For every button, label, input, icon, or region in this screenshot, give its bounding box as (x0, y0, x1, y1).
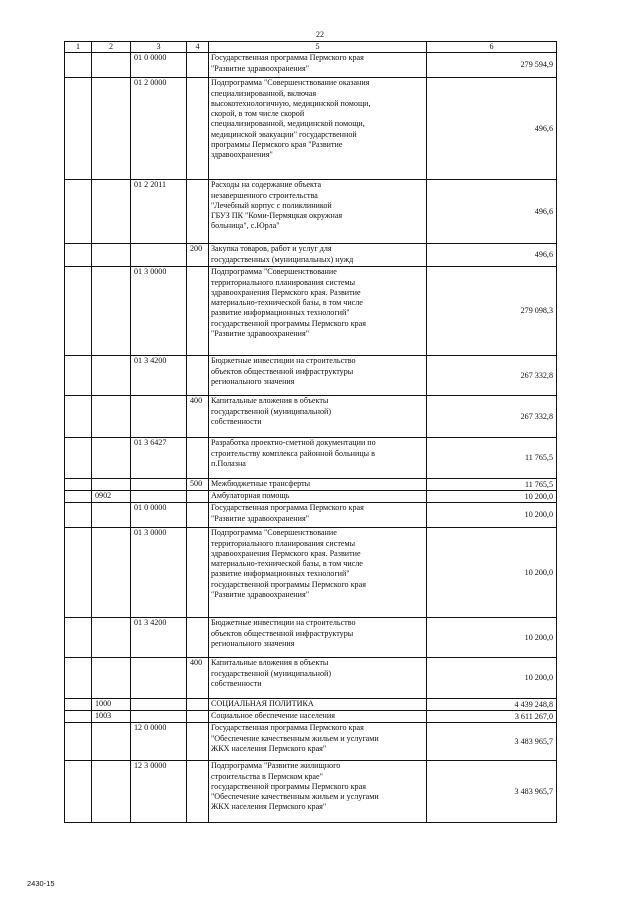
row-target-code: 01 3 6427 (131, 438, 187, 479)
table-row (65, 699, 557, 711)
row-section-code (92, 528, 131, 618)
row-description: Бюджетные инвестиции на строительство объектов общественной инфраструктуры регионального значения (209, 618, 427, 658)
row-col-1 (65, 723, 92, 761)
row-amount: 3 483 965,7 (427, 723, 557, 761)
row-description: Разработка проектно-сметной документации по строительству комплекса районной больницы в п.Полазна (209, 438, 427, 479)
header-col-2: 2 (92, 42, 131, 53)
table-row (65, 78, 557, 180)
row-target-code: 01 3 4200 (131, 618, 187, 658)
row-expense-type (187, 723, 209, 761)
row-target-code (131, 699, 187, 711)
row-col-1 (65, 479, 92, 491)
row-amount: 267 332,8 (427, 356, 557, 396)
table-body (65, 42, 557, 823)
row-expense-type (187, 711, 209, 723)
row-section-code (92, 356, 131, 396)
row-target-code: 01 2 2011 (131, 180, 187, 244)
row-expense-type (187, 53, 209, 78)
row-col-1 (65, 503, 92, 528)
document-code: 2430-15 (27, 879, 55, 888)
row-col-1 (65, 267, 92, 356)
row-amount: 10 200,0 (427, 528, 557, 618)
row-section-code (92, 180, 131, 244)
row-amount: 496,6 (427, 180, 557, 244)
row-col-1 (65, 244, 92, 267)
row-amount: 496,6 (427, 78, 557, 180)
row-section-code (92, 658, 131, 699)
table-row (65, 503, 557, 528)
row-amount: 3 611 267,0 (427, 711, 557, 723)
row-description: Межбюджетные трансферты (209, 479, 427, 491)
row-expense-type: 500 (187, 479, 209, 491)
table-row (65, 438, 557, 479)
row-amount: 10 200,0 (427, 491, 557, 503)
row-expense-type (187, 180, 209, 244)
row-col-1 (65, 699, 92, 711)
row-target-code: 01 0 0000 (131, 53, 187, 78)
row-target-code: 01 3 4200 (131, 356, 187, 396)
row-expense-type (187, 267, 209, 356)
header-col-1: 1 (65, 42, 92, 53)
row-amount: 11 765,5 (427, 479, 557, 491)
table-row (65, 180, 557, 244)
row-amount: 11 765,5 (427, 438, 557, 479)
header-col-4: 4 (187, 42, 209, 53)
row-col-1 (65, 658, 92, 699)
row-expense-type: 400 (187, 396, 209, 438)
row-target-code: 01 0 0000 (131, 503, 187, 528)
row-description: Расходы на содержание объекта незавершенного строительства "Лечебный корпус с поликлиникой ГБУЗ ПК "Коми-Пермяцкая окружная больница", с.Юрла" (209, 180, 427, 244)
row-expense-type (187, 699, 209, 711)
budget-table (64, 41, 557, 823)
row-target-code: 12 3 0000 (131, 761, 187, 823)
row-expense-type (187, 438, 209, 479)
row-col-1 (65, 438, 92, 479)
row-col-1 (65, 78, 92, 180)
row-col-1 (65, 711, 92, 723)
row-description: Капитальные вложения в объекты государственной (муниципальной) собственности (209, 396, 427, 438)
row-expense-type (187, 761, 209, 823)
table-header-row (65, 42, 557, 53)
table-row (65, 528, 557, 618)
table-row (65, 491, 557, 503)
row-amount: 3 483 965,7 (427, 761, 557, 823)
table-row (65, 479, 557, 491)
row-amount: 10 200,0 (427, 503, 557, 528)
row-col-1 (65, 180, 92, 244)
row-col-1 (65, 528, 92, 618)
row-amount: 279 098,3 (427, 267, 557, 356)
row-section-code (92, 479, 131, 491)
row-section-code (92, 723, 131, 761)
table-row (65, 244, 557, 267)
table-row (65, 658, 557, 699)
row-target-code (131, 396, 187, 438)
table-row (65, 723, 557, 761)
row-target-code: 01 3 0000 (131, 267, 187, 356)
row-description: Государственная программа Пермского края "Развитие здравоохранения" (209, 503, 427, 528)
row-section-code (92, 244, 131, 267)
row-expense-type: 200 (187, 244, 209, 267)
row-target-code (131, 479, 187, 491)
row-section-code: 1003 (92, 711, 131, 723)
row-col-1 (65, 53, 92, 78)
row-amount: 496,6 (427, 244, 557, 267)
table-row (65, 53, 557, 78)
header-col-3: 3 (131, 42, 187, 53)
row-section-code (92, 503, 131, 528)
row-section-code (92, 396, 131, 438)
row-expense-type (187, 503, 209, 528)
row-col-1 (65, 618, 92, 658)
row-target-code (131, 491, 187, 503)
header-col-5: 5 (209, 42, 427, 53)
row-description: Подпрограмма "Совершенствование оказания специализированной, включая высокотехнологичную, медицинской помощи, скорой, в том числе скорой специализированной, медицинской помощи, медицинской эвакуации" государственной программы Пермского края "Развитие здравоохранения" (209, 78, 427, 180)
row-target-code (131, 244, 187, 267)
page-number: 22 (316, 30, 324, 39)
row-target-code (131, 711, 187, 723)
row-target-code: 01 3 0000 (131, 528, 187, 618)
row-col-1 (65, 396, 92, 438)
table-row (65, 396, 557, 438)
row-section-code (92, 78, 131, 180)
row-target-code (131, 658, 187, 699)
table-row (65, 356, 557, 396)
row-description: Государственная программа Пермского края "Обеспечение качественным жильем и услугами ЖКХ населения Пермского края" (209, 723, 427, 761)
row-target-code: 12 0 0000 (131, 723, 187, 761)
row-section-code (92, 618, 131, 658)
row-amount: 267 332,8 (427, 396, 557, 438)
row-col-1 (65, 356, 92, 396)
row-amount: 10 200,0 (427, 618, 557, 658)
row-expense-type (187, 356, 209, 396)
row-col-1 (65, 491, 92, 503)
row-expense-type: 400 (187, 658, 209, 699)
row-description: Капитальные вложения в объекты государственной (муниципальной) собственности (209, 658, 427, 699)
row-description: Подпрограмма "Развитие жилищного строительства в Пермском крае" государственной программы Пермского края "Обеспечение качественным жильем и услугами ЖКХ населения Пермского края" (209, 761, 427, 823)
row-section-code (92, 438, 131, 479)
row-expense-type (187, 528, 209, 618)
row-amount: 4 439 248,8 (427, 699, 557, 711)
row-description: Социальное обеспечение населения (209, 711, 427, 723)
row-description: Подпрограмма "Совершенствование территориального планирования системы здравоохранения Пермского края. Развитие материально-технической базы, в том числе развитие информационных технологий" государственной программы Пермского края "Развитие здравоохранения" (209, 528, 427, 618)
row-target-code: 01 2 0000 (131, 78, 187, 180)
table-row (65, 761, 557, 823)
row-section-code: 1000 (92, 699, 131, 711)
row-section-code (92, 761, 131, 823)
row-expense-type (187, 618, 209, 658)
row-amount: 279 594,9 (427, 53, 557, 78)
row-description: Бюджетные инвестиции на строительство объектов общественной инфраструктуры регионального значения (209, 356, 427, 396)
row-section-code (92, 53, 131, 78)
table-row (65, 711, 557, 723)
header-col-6: 6 (427, 42, 557, 53)
row-section-code (92, 267, 131, 356)
row-col-1 (65, 761, 92, 823)
row-expense-type (187, 78, 209, 180)
row-description: Закупка товаров, работ и услуг для государственных (муниципальных) нужд (209, 244, 427, 267)
row-expense-type (187, 491, 209, 503)
row-amount: 10 200,0 (427, 658, 557, 699)
row-section-code: 0902 (92, 491, 131, 503)
row-description: СОЦИАЛЬНАЯ ПОЛИТИКА (209, 699, 427, 711)
row-description: Подпрограмма "Совершенствование территориального планирования системы здравоохранения Пермского края. Развитие материально-технической базы, в том числе развитие информационных технологий" государственной программы Пермского края "Развитие здравоохранения" (209, 267, 427, 356)
table-row (65, 267, 557, 356)
row-description: Амбулаторная помощь (209, 491, 427, 503)
row-description: Государственная программа Пермского края "Развитие здравоохранения" (209, 53, 427, 78)
table-row (65, 618, 557, 658)
